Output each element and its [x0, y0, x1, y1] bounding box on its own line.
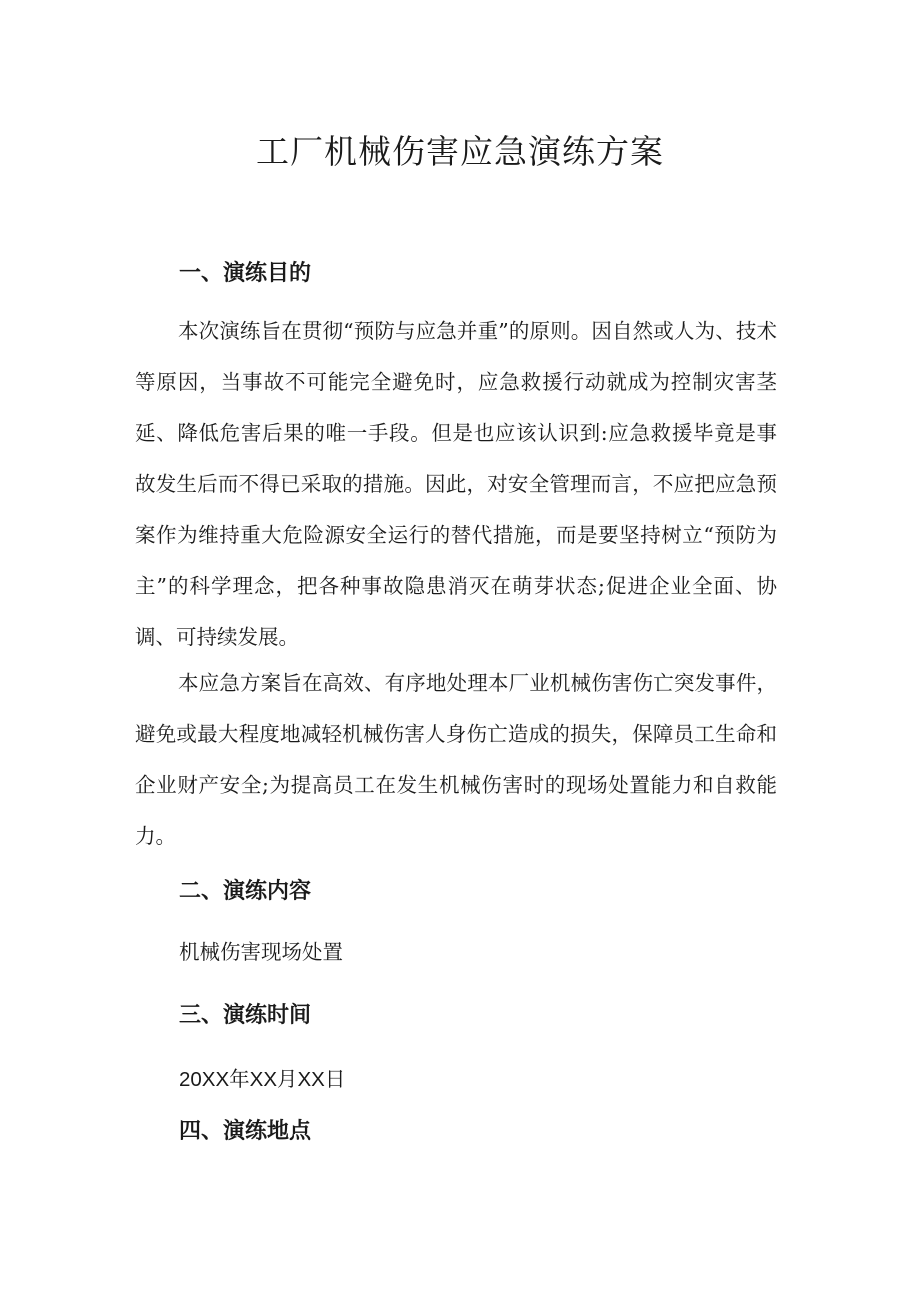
section-heading-purpose: 一、演练目的 [179, 261, 312, 286]
section-heading-location: 四、演练地点 [179, 1119, 312, 1144]
section-paragraph-purpose-2: 本应急方案旨在高效、有序地处理本厂业机械伤害伤亡突发事件，避免或最大程度地减轻机械伤害人身伤亡造成的损失，保障员工生命和企业财产安全;为提高员工在发生机械伤害时的现场处置能力和自救能力。 [135, 671, 777, 848]
section-text-time: 20XX年XX月XX日 [179, 1068, 346, 1091]
document-title: 工厂机械伤害应急演练方案 [256, 132, 664, 171]
section-paragraph-purpose-1: 本次演练旨在贯彻“预防与应急并重”的原则。因自然或人为、技术等原因，当事故不可能完全避免时，应急救援行动就成为控制灾害茎延、降低危害后果的唯一手段。但是也应该认识到:应急救援毕竟是事故发生后而不得已采取的措施。因此，对安全管理而言，不应把应急预案作为维持重大危险源安全运行的替代措施，而是要坚持树立“预防为主”的科学理念，把各种事故隐患消灭在萌芽状态;促进企业全面、协调、可持续发展。 [135, 319, 777, 649]
section-heading-content: 二、演练内容 [179, 879, 312, 904]
section-heading-time: 三、演练时间 [179, 1003, 312, 1028]
section-text-content: 机械伤害现场处置 [179, 940, 343, 964]
